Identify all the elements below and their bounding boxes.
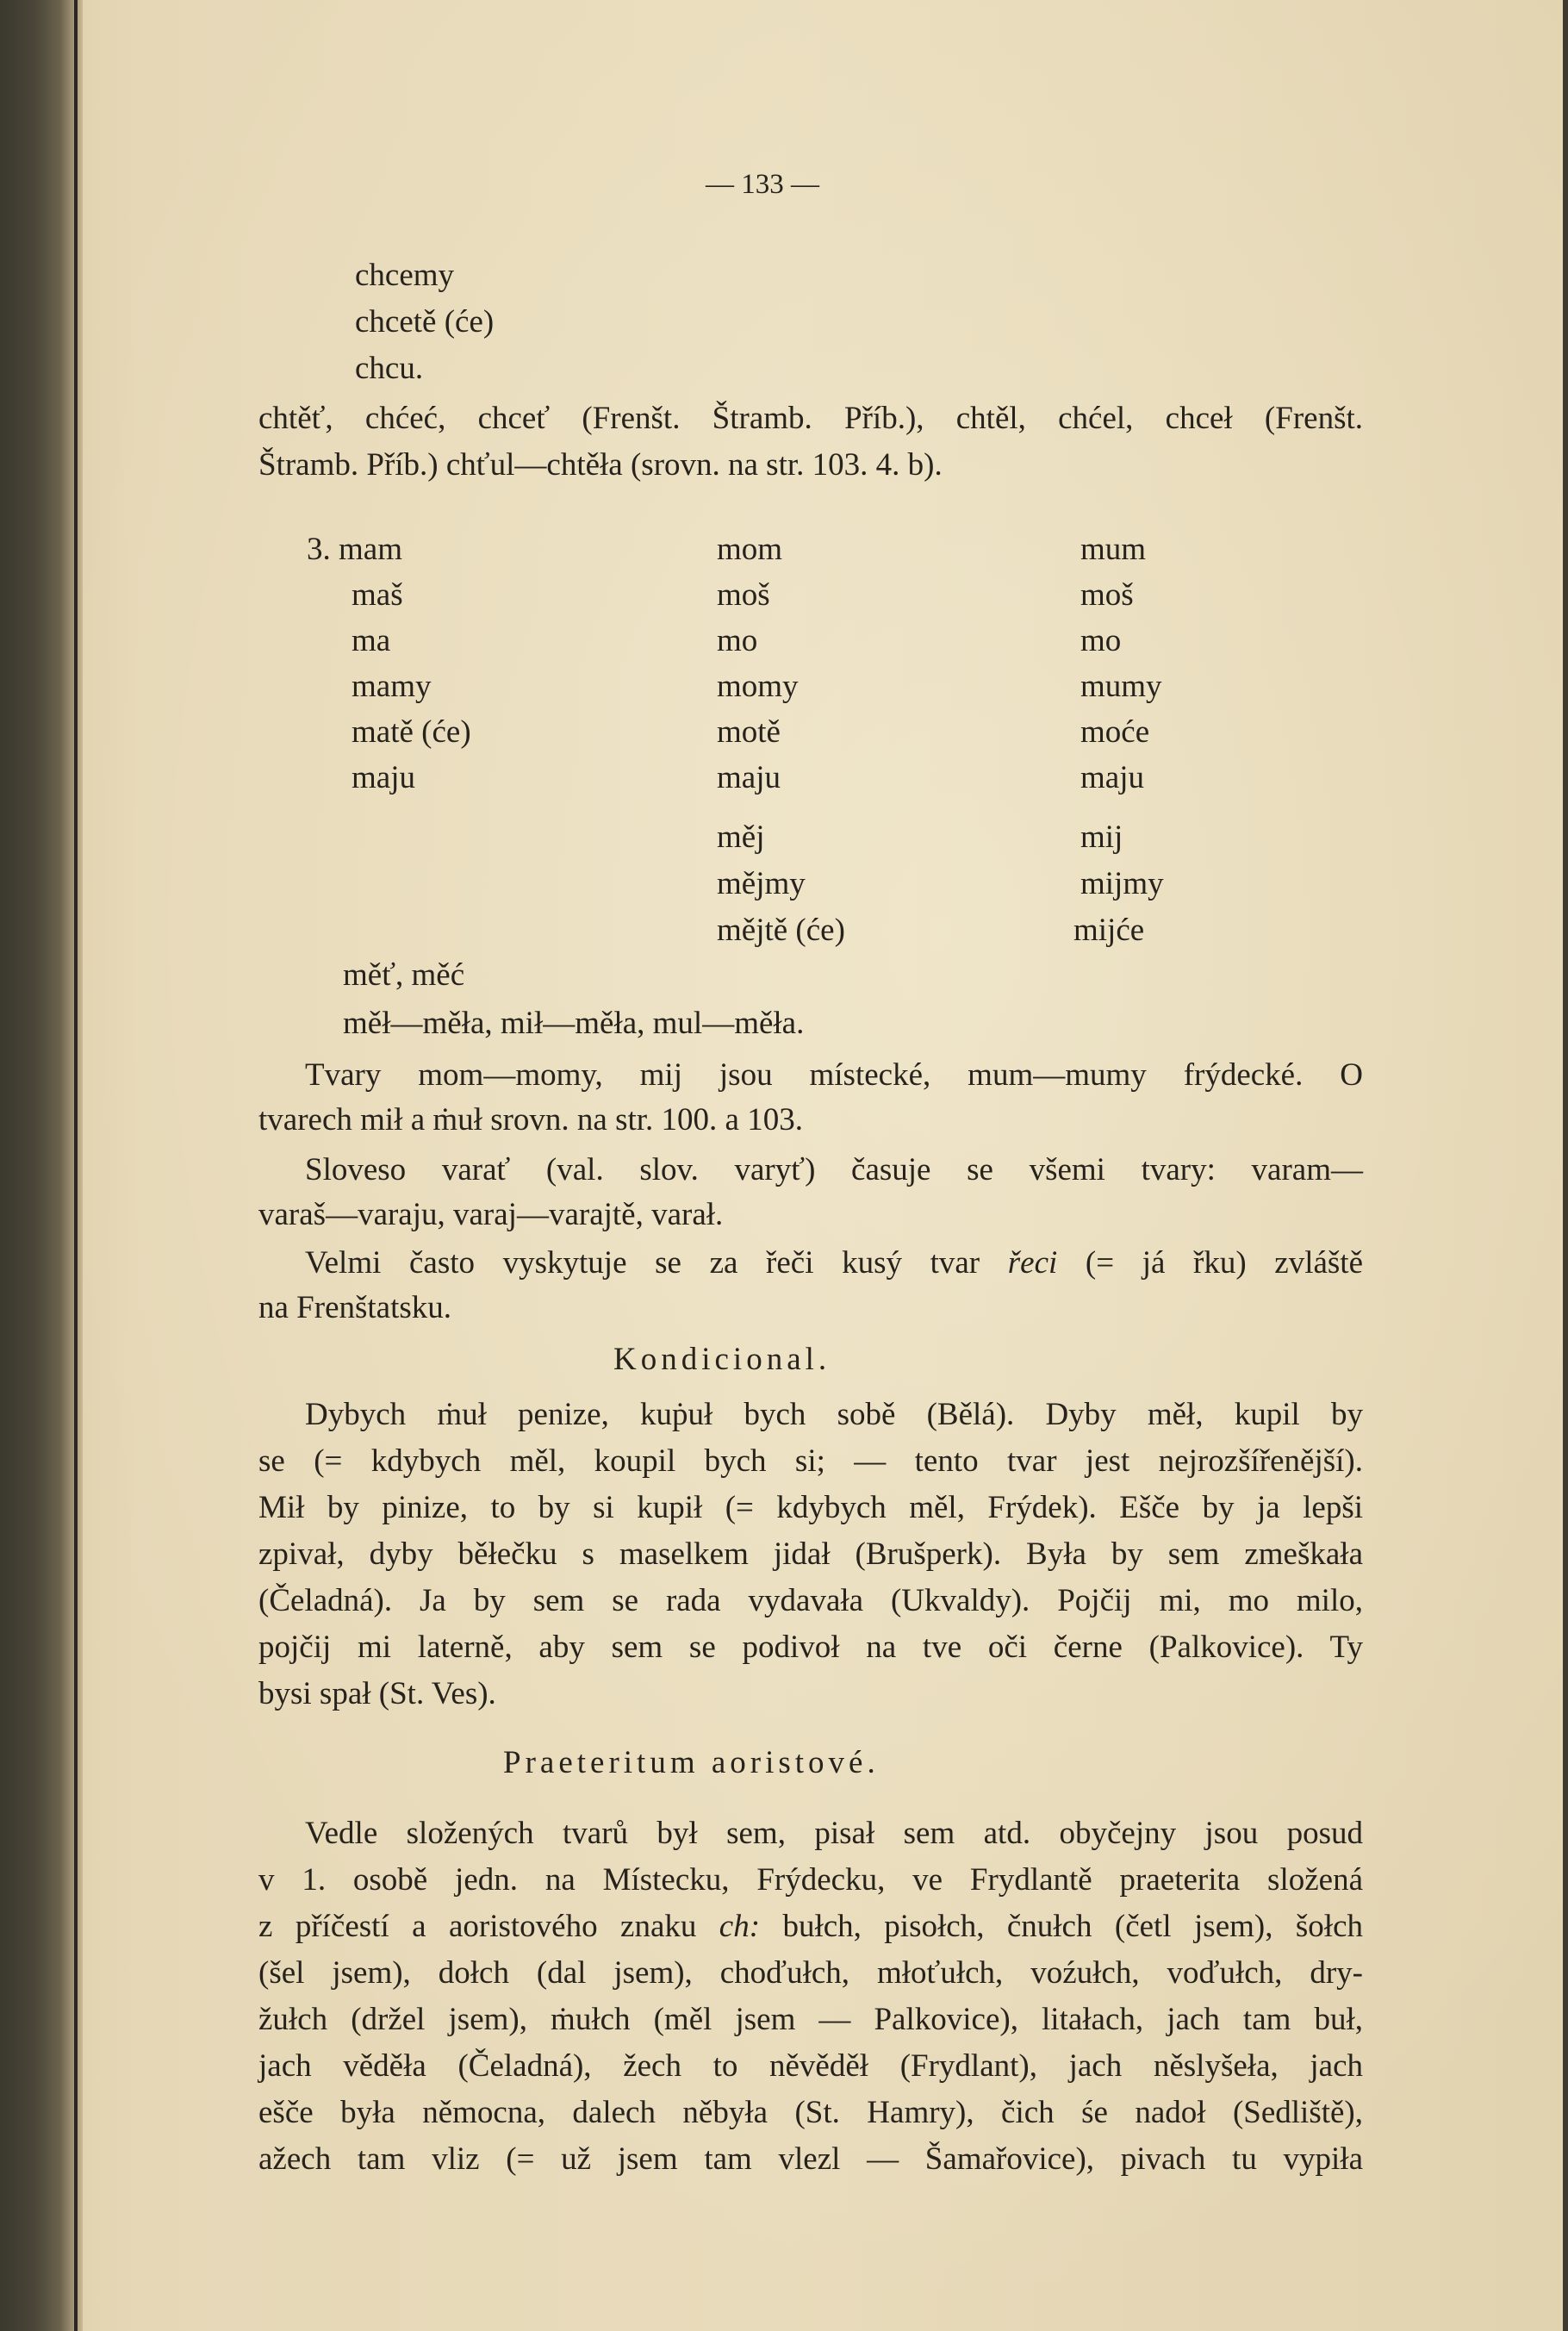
conj-form-chcemy: chcemy (355, 258, 455, 293)
table-col3-row5: moće (1080, 714, 1150, 750)
table-col3-row4: mumy (1080, 669, 1162, 704)
table-col2-row6: maju (717, 760, 781, 795)
page-fold-line (74, 0, 78, 2331)
table-col1-row6: maju (352, 760, 415, 795)
table-col2-row4: momy (717, 669, 799, 704)
table-col3-row7: mij (1080, 820, 1123, 855)
table-col3-row1: mum (1080, 532, 1147, 567)
para3-line2: na Frenštatsku. (258, 1290, 452, 1325)
para1-line1: Tvary mom—momy, mij jsou místecké, mum—mumy frýdecké. O (305, 1057, 1363, 1093)
kondicional-line2: se (= kdybych měl, koupil bych si; — tento tvar jest nejrozšířenější). (258, 1443, 1363, 1479)
kondicional-line6: pojčij mi laterně, aby sem se podivoł na tve oči černe (Palkovice). Ty (258, 1630, 1363, 1665)
kondicional-line5: (Čeladná). Ja by sem se rada vydavała (Ukvaldy). Pojčij mi, mo milo, (258, 1583, 1363, 1618)
section-heading-kondicional: Kondicional. (613, 1342, 831, 1377)
table-col2-row8: mějmy (717, 866, 806, 901)
para3-text-b: (= já řku) zvláště (1057, 1245, 1363, 1281)
table-col3-row8: mijmy (1080, 866, 1164, 901)
para3-italic-word: řeci (1007, 1245, 1058, 1281)
para3-line1 (305, 1243, 1363, 1284)
table-past-forms: měł—měła, mił—měła, mul—měła. (343, 1006, 805, 1041)
table-col3-row6: maju (1080, 760, 1144, 795)
praeteritum-line8: ažech tam vliz (= už jsem tam vlezl — Šamařovice), pivach tu vypiła (258, 2141, 1363, 2177)
section-heading-praeteritum: Praeteritum aoristové. (503, 1745, 880, 1780)
table-col1-row3: ma (352, 623, 391, 658)
praeteritum-line6: jach věděła (Čeladná), žech to něvěděł (Frydlant), jach něslyšeła, jach (258, 2048, 1363, 2084)
infinitive-line-2: Štramb. Příb.) chťul—chtěła (srovn. na str. 103. 4. b). (258, 447, 943, 483)
praeteritum-line5: žułch (držel jsem), ṁułch (měl jsem — Palkovice), litałach, jach tam buł, (258, 2002, 1363, 2037)
table-col2-row1: mom (717, 532, 783, 567)
praeteritum-line3 (258, 1906, 1363, 1948)
table-col2-row2: moš (717, 577, 770, 613)
para2-line1: Sloveso varať (val. slov. varyť) časuje se všemi tvary: varam— (305, 1152, 1363, 1187)
praeteritum-line1: Vedle složených tvarů był sem, pisał sem atd. obyčejny jsou posud (305, 1816, 1363, 1851)
kondicional-line1: Dybych ṁuł penize, kuṗuł bych sobě (Bělá). Dyby měł, kupil by (305, 1397, 1363, 1432)
conj-form-chcu: chcu. (355, 351, 424, 386)
para1-line2: tvarech mił a ṁuł srovn. na str. 100. a 103. (258, 1102, 803, 1137)
table-col2-row7: měj (717, 820, 765, 855)
book-binding-shadow (0, 0, 83, 2331)
para2-line2: varaš—varaju, varaj—varajtě, varał. (258, 1197, 724, 1232)
kondicional-line3: Mił by pinize, to by si kupił (= kdybych měl, Frýdek). Ešče by ja lepši (258, 1490, 1363, 1525)
praeteritum-italic-ch: ch: (719, 1909, 761, 1944)
praeteritum-line3-text-a: z příčestí a aoristového znaku (258, 1909, 719, 1944)
table-col2-row3: mo (717, 623, 758, 658)
table-col1-row4: mamy (352, 669, 432, 704)
table-col2-row5: motě (717, 714, 781, 750)
table-col3-row3: mo (1080, 623, 1122, 658)
kondicional-line4: zpivał, dyby běłečku s maselkem jidał (Brušperk). Była by sem zmeškała (258, 1536, 1363, 1572)
page-right-edge (1563, 0, 1568, 2331)
kondicional-line7: bysi spał (St. Ves). (258, 1676, 496, 1711)
table-infinitive: měť, měć (343, 957, 465, 993)
infinitive-line-1: chtěť, chćeć, chceť (Frenšt. Štramb. Příb.), chtěl, chćel, chceł (Frenšt. (258, 401, 1363, 436)
praeteritum-line7: ešče była němocna, dalech něbyła (St. Hamry), čich śe nadoł (Sedliště), (258, 2095, 1363, 2130)
praeteritum-line4: (šel jsem), dołch (dal jsem), choďułch, młoťułch, voźułch, voďułch, dry- (258, 1955, 1363, 1991)
praeteritum-line3-text-b: bułch, pisołch, čnułch (četl jsem), šołch (760, 1909, 1363, 1944)
page-number: — 133 — (706, 169, 819, 200)
praeteritum-line2: v 1. osobě jedn. na Místecku, Frýdecku, ve Frydlantě praeterita složená (258, 1862, 1363, 1898)
table-col3-row9: mijće (1073, 913, 1145, 948)
table-col2-row9: mějtě (će) (717, 913, 845, 948)
table-col1-row5: matě (će) (352, 714, 471, 750)
table-col1-row1: 3. mam (307, 532, 402, 567)
conj-form-chcete: chcetě (će) (355, 304, 495, 340)
table-col3-row2: moš (1080, 577, 1134, 613)
table-col1-row2: maš (352, 577, 403, 613)
para3-text-a: Velmi často vyskytuje se za řeči kusý tvar (305, 1245, 1008, 1281)
